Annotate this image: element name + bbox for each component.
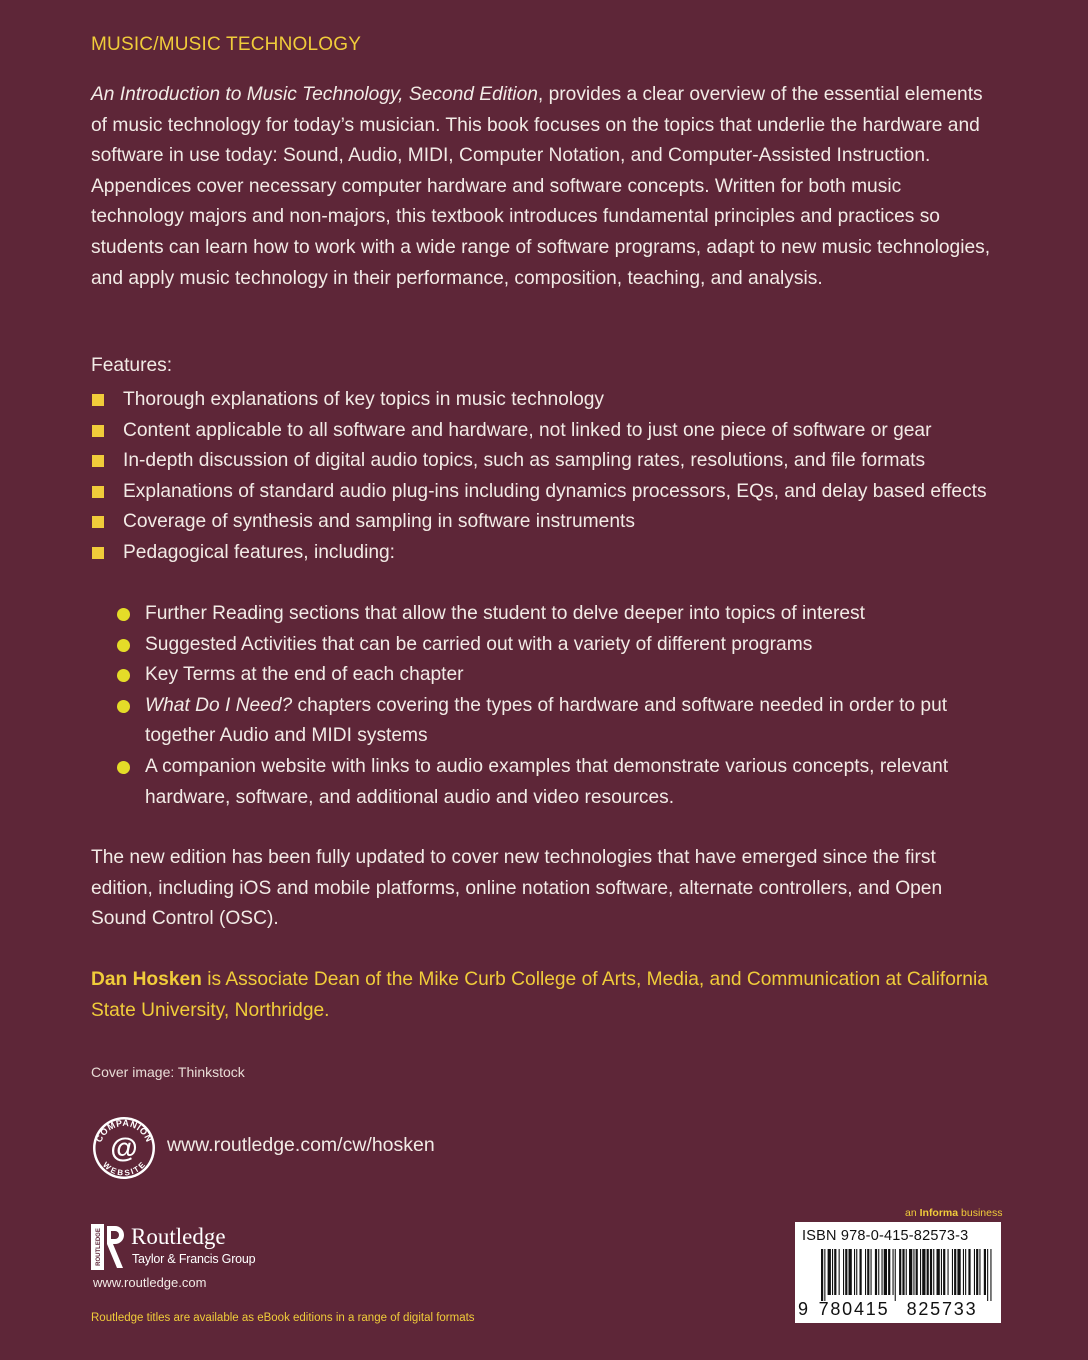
barcode-bar [937, 1249, 940, 1295]
feature-item [91, 507, 991, 538]
barcode-digits-left: 780415 [818, 1299, 890, 1319]
feature-text: Pedagogical features, including: [123, 541, 396, 563]
barcode-bar [839, 1249, 840, 1295]
informa-pre: an [905, 1207, 920, 1219]
companion-at-symbol: @ [110, 1132, 138, 1163]
barcode-bar [941, 1249, 942, 1295]
barcode-bar [843, 1249, 844, 1295]
barcode-bar [893, 1249, 894, 1295]
author-bio-text: is Associate Dean of the Mike Curb College of Arts, Media, and Communication at California State University, Northridge. [91, 969, 988, 1021]
barcode-bar [916, 1249, 918, 1295]
barcode-bar [845, 1249, 847, 1295]
barcode-bar [930, 1249, 932, 1295]
circle-bullet-icon [117, 608, 130, 621]
author-name: Dan Hosken [91, 969, 202, 990]
barcode-bar [884, 1249, 887, 1295]
pedagogical-features-list [91, 599, 991, 813]
book-title: An Introduction to Music Technology, Second Edition [91, 84, 538, 105]
barcode-bar [824, 1249, 825, 1301]
barcode-bar [888, 1249, 890, 1295]
pedagogical-feature-item [91, 599, 991, 630]
circle-bullet-icon [117, 669, 130, 682]
feature-text: Content applicable to all software and hardware, not linked to just one piece of software or gear [123, 419, 932, 441]
circle-bullet-icon [117, 700, 130, 713]
barcode-bar [913, 1249, 914, 1295]
barcode-bar [882, 1249, 883, 1295]
barcode-bar [865, 1249, 866, 1295]
barcode-bar [987, 1249, 988, 1301]
barcode-bar [954, 1249, 956, 1295]
barcode-bar [902, 1249, 904, 1295]
feature-text: Coverage of synthesis and sampling in software instruments [123, 511, 635, 533]
barcode-graphic [795, 1249, 1001, 1321]
features-list [91, 385, 991, 569]
barcode-bar [948, 1249, 949, 1295]
barcode-bar [849, 1249, 852, 1295]
barcode-bar [984, 1249, 986, 1295]
barcode-bar [943, 1249, 945, 1295]
barcode-bar [856, 1249, 857, 1295]
companion-badge-top: COMPANION [93, 1117, 155, 1144]
informa-brand: Informa [919, 1207, 959, 1219]
barcode-bar [963, 1249, 964, 1295]
informa-post: business [958, 1207, 1003, 1219]
square-bullet-icon [92, 486, 104, 498]
cover-credit: Cover image: Thinkstock [91, 1064, 245, 1080]
barcode-bar [909, 1249, 912, 1295]
feature-text: A companion website with links to audio examples that demonstrate various concepts, relevant hardware, software, and additional audio and video resources. [145, 755, 949, 808]
barcode-bar [899, 1249, 901, 1295]
square-bullet-icon [92, 547, 104, 559]
barcode-bar [957, 1249, 960, 1295]
publisher-name: Routledge [131, 1224, 226, 1249]
edition-paragraph: The new edition has been fully updated to cover new technologies that have emerged since the first edition, including iOS and mobile platforms, online notation software, alternate controllers, and Open Sound Control (OSC). [91, 847, 943, 930]
square-bullet-icon [92, 394, 104, 406]
feature-text: In-depth discussion of digital audio topics, such as sampling rates, resolutions, and file formats [123, 450, 926, 472]
pedagogical-feature-item [91, 660, 991, 691]
barcode-bar [906, 1249, 907, 1295]
barcode-digits-right: 825733 [906, 1299, 978, 1319]
square-bullet-icon [92, 425, 104, 437]
feature-item [91, 477, 991, 508]
barcode-bar [990, 1249, 991, 1301]
feature-text: Key Terms at the end of each chapter [145, 664, 464, 686]
publisher-website-link[interactable]: www.routledge.com [93, 1275, 207, 1290]
ebook-note: Routledge titles are available as eBook editions in a range of digital formats [91, 1312, 475, 1324]
barcode-bar [828, 1249, 831, 1295]
intro-text: , provides a clear overview of the essential elements of music technology for today’s musician. This book focuses on the topics that underlie the hardware and software in use today: Sound, Audio, MIDI, Computer Notation, and Computer-Assisted Instruction. Appendices cover necessary computer hardware and software concepts. Written for both music technology majors and non-majors, this textbook introduces fundamental principles and practices so students can learn how to work with a wide range of software programs, adapt to new music technologies, and apply music technology in their performance, composition, teaching, and analysis. [91, 84, 991, 289]
circle-bullet-icon [117, 761, 130, 774]
feature-item [91, 538, 991, 569]
informa-tagline [905, 1207, 1002, 1219]
barcode-bar [968, 1249, 970, 1295]
pedagogical-feature-item [91, 691, 991, 752]
feature-item [91, 385, 991, 416]
barcode-bar [927, 1249, 929, 1295]
feature-text: Suggested Activities that can be carried out with a variety of different programs [145, 633, 813, 655]
barcode-bar [854, 1249, 855, 1295]
category-label: MUSIC/MUSIC TECHNOLOGY [91, 34, 362, 55]
barcode-bar [979, 1249, 980, 1295]
pedagogical-feature-item [91, 630, 991, 661]
barcode-bar [878, 1249, 879, 1295]
barcode-bar [895, 1249, 896, 1301]
pedagogical-feature-item [91, 752, 991, 813]
feature-text: Explanations of standard audio plug-ins including dynamics processors, EQs, and delay based effects [123, 480, 987, 502]
feature-item [91, 416, 991, 447]
barcode-bar [920, 1249, 921, 1295]
barcode-bar [933, 1249, 934, 1295]
barcode-bar [965, 1249, 966, 1295]
feature-text: chapters covering the types of hardware and software needed in order to put together Audio and MIDI systems [145, 694, 948, 747]
feature-item [91, 446, 991, 477]
feature-text: Thorough explanations of key topics in music technology [123, 389, 605, 410]
author-bio [91, 965, 991, 1026]
barcode-bar [821, 1249, 823, 1301]
barcode-bar [871, 1249, 872, 1295]
routledge-logo-text: ROUTLEDGE [96, 1228, 102, 1266]
routledge-logo-icon [91, 1222, 125, 1272]
square-bullet-icon [92, 455, 104, 467]
barcode-bar [867, 1249, 869, 1295]
isbn-barcode [795, 1222, 1001, 1323]
companion-website-link[interactable]: www.routledge.com/cw/hosken [167, 1134, 435, 1156]
circle-bullet-icon [117, 639, 130, 652]
barcode-bar [922, 1249, 925, 1295]
companion-website-icon [91, 1115, 157, 1181]
barcode-bar [952, 1249, 953, 1295]
barcode-bar [875, 1249, 877, 1295]
feature-text: Further Reading sections that allow the student to delve deeper into topics of interest [145, 603, 865, 624]
features-heading: Features: [91, 355, 173, 376]
publisher-group: Taylor & Francis Group [132, 1252, 256, 1266]
companion-badge-bottom: WEBSITE [100, 1160, 148, 1178]
barcode-bar [974, 1249, 975, 1295]
isbn-label: ISBN 978-0-415-82573-3 [802, 1228, 969, 1244]
intro-paragraph [91, 80, 991, 294]
square-bullet-icon [92, 516, 104, 528]
feature-italic-text: What Do I Need? [145, 694, 293, 716]
barcode-bar [860, 1249, 862, 1295]
barcode-digit-first: 9 [798, 1299, 809, 1319]
barcode-bar [834, 1249, 836, 1295]
barcode-bar [832, 1249, 833, 1295]
barcode-bar [976, 1249, 978, 1295]
